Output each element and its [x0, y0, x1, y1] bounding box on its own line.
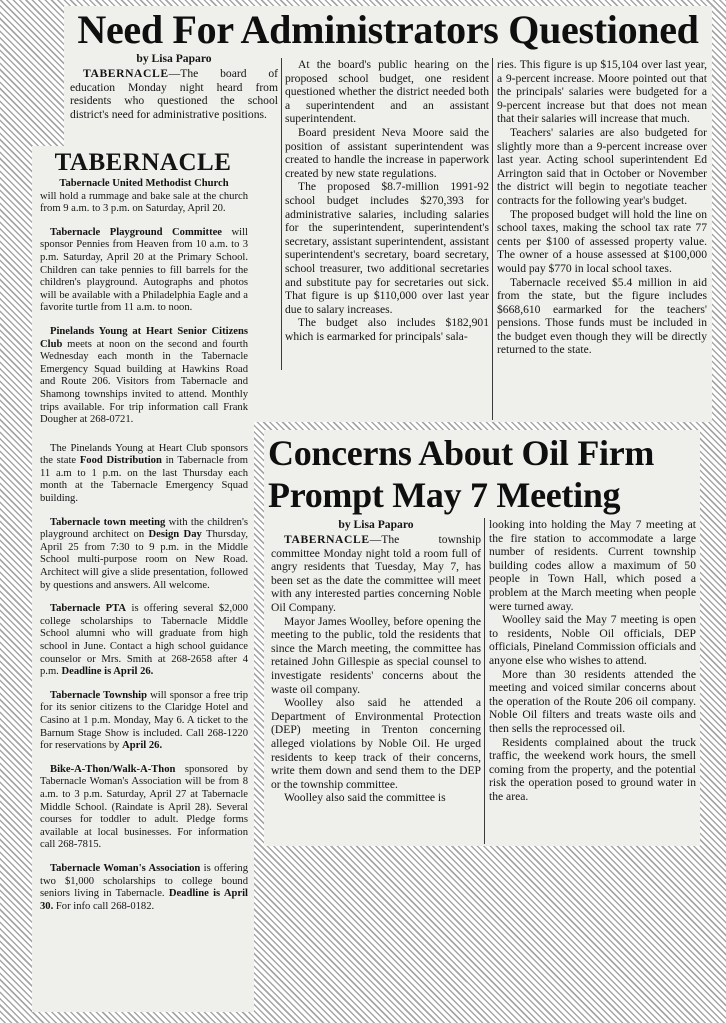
story2-paragraph: looking into holding the May 7 meeting at the fire station to accommodate a large number of residents. Current township building codes allow a maximum of 50 people in Town Hall, which posed a problem at the March meeting when people were turned away. — [489, 518, 696, 613]
brief-item: Tabernacle PTA is offering several $2,000 college scholarships to Tabernacle Middle School alumni who will graduate from high school in June. Contact a high school guidance counselor or Mrs. Smith at 268-2658 after 4 p.m. Deadline is April 26. — [40, 603, 248, 678]
story2-paragraph: Woolley said the May 7 meeting is open to residents, Noble Oil officials, DEP officials, Pineland Commission officials and anyone else who wishes to attend. — [489, 613, 696, 667]
story1-paragraph: Teachers' salaries are also budgeted for slightly more than a 9-percent increase over last year. Acting school superintendent Ed Arrington said that in October or November the district will begin to negotiate teacher contracts for the following year's budget. — [497, 125, 707, 207]
story1-column-3 — [497, 58, 707, 357]
story1-paragraph: At the board's public hearing on the proposed school budget, one resident questioned whether the district needed both a superintendent and an assistant superintendent. — [285, 58, 489, 126]
story2-column-1 — [271, 518, 481, 805]
brief-item: Tabernacle town meeting with the children's playground architect on Design Day Thursday, April 25 from 7:30 to 9 p.m. in the Middle School multi-purpose room on New Road. Architect will give a slide presentation, followed by questions and answers. All welcome. — [40, 516, 248, 591]
briefs-list — [40, 178, 248, 924]
story2-paragraph: Woolley also said he attended a Department of Environmental Protection (DEP) meeting in Trenton concerning alleged violations by Noble Oil. He urged residents to keep track of their concerns, write them down and send them to the DEP or the township committee. — [271, 696, 481, 791]
story1-paragraph: ries. This figure is up $15,104 over last year, a 9-percent increase. Moore pointed out that the principals' salaries were budgeted for a 9-percent increase but that does not mean that their salaries will increase that much. — [497, 58, 707, 126]
story1-lede — [70, 52, 278, 121]
story1-column-rule — [492, 58, 493, 420]
story1-dateline: TABERNACLE — [83, 67, 169, 80]
brief-item: Tabernacle Township will sponsor a free trip for its senior citizens to the Claridge Hotel and Casino at 1 p.m. Monday, May 6. A ticket to the Barnum Stage Show is included. Call 268-1220 for reservations by April 26. — [40, 689, 248, 752]
story1-headline: Need For Administrators Questioned — [77, 7, 699, 52]
story2-headline-line: Prompt May 7 Meeting — [268, 475, 621, 515]
brief-item: Tabernacle Playground Committee will sponsor Pennies from Heaven from 10 a.m. to 3 p.m. Saturday, April 20 at the Primary School. Children can take pennies to fill barrels for the children's playground. Autographs and photos will be available with a Philadelphia Eagle and a favorite turtle from 11 a.m. to noon. — [40, 226, 248, 314]
story2-byline: by Lisa Paparo — [338, 518, 414, 531]
story2-dateline: TABERNACLE — [284, 533, 370, 546]
story2-column-rule — [484, 518, 485, 844]
brief-item: Tabernacle United Methodist Church will hold a rummage and bake sale at the church from 9 a.m. to 3 p.m. on Saturday, April 20. — [40, 178, 248, 215]
story2-column-2 — [489, 518, 696, 803]
story2-lede-text: —The township committee Monday night told a room full of angry residents that Tuesday, May 7, has been set as the date the committee will meet with any interested parties concerning Noble Oil Company. — [271, 533, 481, 614]
story1-lede-text: —The board of education Monday night heard from residents who questioned the school district's need for administrative positions. — [70, 67, 278, 121]
story1-paragraph: Tabernacle received $5.4 million in aid from the state, but the figure includes $668,610 earmarked for the teachers' pensions. Those funds must be included in the budget even though they will be directly returned to the state. — [497, 275, 707, 357]
brief-item: Bike-A-Thon/Walk-A-Thon sponsored by Tabernacle Woman's Association will be from 8 a.m. to 3 p.m. Saturday, April 27 at Tabernacle Middle School. (Raindate is April 28). Several courses for toddler to adult. Pledge forms available at local businesses. For information call 268-7815. — [40, 763, 248, 851]
story1-paragraph: The proposed $8.7-million 1991-92 school budget includes $270,393 for administrative salaries, including salaries for the superintendent, superintendent's secretary, assistant superintendent, assistant superintendent's secretary, board secretary, school treasurer, two additional secretaries and substitute pay for secretaries out sick. That figure is up $110,000 over last year due to salary increases. — [285, 180, 489, 316]
brief-item: The Pinelands Young at Heart Club sponsors the state Food Distribution in Tabernacle from 11 a.m to 1 p.m. on the last Thursday each month at the Tabernacle Emergency Squad building. — [40, 442, 248, 505]
brief-item: Tabernacle Woman's Association is offering two $1,000 scholarships to college bound seniors living in Tabernacle. Deadline is April 30. For info call 268-0182. — [40, 862, 248, 912]
story2-headline-line: Concerns About Oil Firm — [268, 433, 655, 473]
story2-headline — [268, 432, 696, 516]
story2-paragraph: Woolley also said the committee is — [284, 791, 446, 805]
story2-paragraph: Residents complained about the truck traffic, the weekend work hours, the smell coming from the property, and the potential risk the operation posed to ground water in the area. — [489, 735, 696, 803]
story1-column-rule — [281, 58, 282, 370]
story2-paragraph: More than 30 residents attended the meeting and voiced similar concerns about the operation of the Route 206 oil company. Noble Oil filters and treats waste oils and then sells the reprocessed oil. — [489, 667, 696, 735]
story1-byline: by Lisa Paparo — [136, 52, 212, 65]
story1-column-2 — [285, 58, 489, 343]
story1-paragraph: The budget also includes $182,901 which is earmarked for principals' sala- — [285, 316, 489, 343]
story1-paragraph: Board president Neva Moore said the position of assistant superintendent was created to handle the increase in paperwork created by new state regulations. — [285, 125, 489, 180]
story1-paragraph: The proposed budget will hold the line on school taxes, making the school tax rate 77 cents per $100 of assessed property value. The owner of a house assessed at $100,000 would pay $770 in local school taxes. — [497, 207, 707, 275]
briefs-heading: TABERNACLE — [54, 149, 232, 176]
brief-item: Pinelands Young at Heart Senior Citizens Club meets at noon on the second and fourth Wednesday each month in the Tabernacle Emergency Squad building at Hawkins Road and Route 206. Visitors from Tabernacle and Shamong townships invited to attend. Monthly trips available. For trip information call Frank Dougher at 268-0721. — [40, 325, 248, 426]
story2-paragraph: Mayor James Woolley, before opening the meeting to the public, told the residents that since the March meeting, the committee has retained John Gillespie as special counsel to investigate residents' concerns about the waste oil company. — [271, 614, 481, 696]
